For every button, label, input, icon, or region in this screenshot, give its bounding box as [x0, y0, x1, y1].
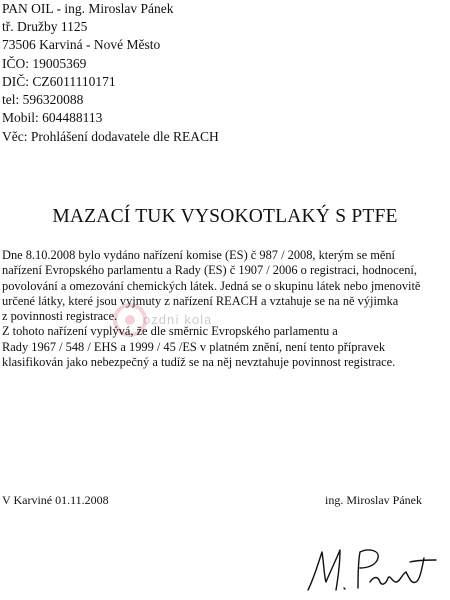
watermark-text: ozdní kola: [143, 312, 213, 327]
date-and-place: V Karviné 01.11.2008: [2, 493, 109, 507]
body-line: nařízení Evropského parlamentu a Rady (ES) č 1907 / 2006 o registraci, hodnocení,: [2, 263, 417, 278]
handwritten-signature-icon: [300, 538, 440, 598]
body-line: z povinnosti registrace.: [2, 309, 118, 324]
sender-city: 73506 Karviná - Nové Město: [2, 37, 161, 53]
sender-address-block: [2, 0, 174, 127]
sender-ico: IČO: 19005369: [2, 55, 87, 71]
sender-company: PAN OIL - ing. Miroslav Pánek: [2, 1, 174, 16]
body-line: povolování a omezování chemických látek. Jedná se o skupinu látek nebo jmenovitě: [2, 278, 421, 293]
letter-body: [2, 248, 448, 370]
sender-street: tř. Družby 1125: [2, 19, 88, 35]
body-line: klasifikován jako nebezpečný a tudíž se na něj nevztahuje povinnost registrace.: [2, 355, 396, 370]
signer-name: ing. Miroslav Pánek: [325, 493, 422, 507]
sender-dic: DIČ: CZ6011110171: [2, 73, 116, 89]
body-line: určené látky, které jsou vyjmuty z nařízení REACH a vztahuje se na ně výjimka: [2, 293, 399, 308]
sender-tel: tel: 596320088: [2, 92, 84, 108]
sender-mobil: Mobil: 604488113: [2, 110, 103, 126]
body-line: Rady 1967 / 548 / EHS a 1999 / 45 /ES v platném znění, není tento přípravek: [2, 339, 386, 354]
product-title: MAZACÍ TUK VYSOKOTLAKÝ S PTFE: [52, 206, 398, 227]
body-line: Z tohoto nařízení vyplývá, že dle směrnic Evropského parlamentu a: [2, 324, 338, 339]
letter-subject: Věc: Prohlášení dodavatele dle REACH: [2, 129, 219, 144]
body-line: Dne 8.10.2008 bylo vydáno nařízení komise (ES) č 987 / 2008, kterým se mění: [2, 248, 395, 262]
